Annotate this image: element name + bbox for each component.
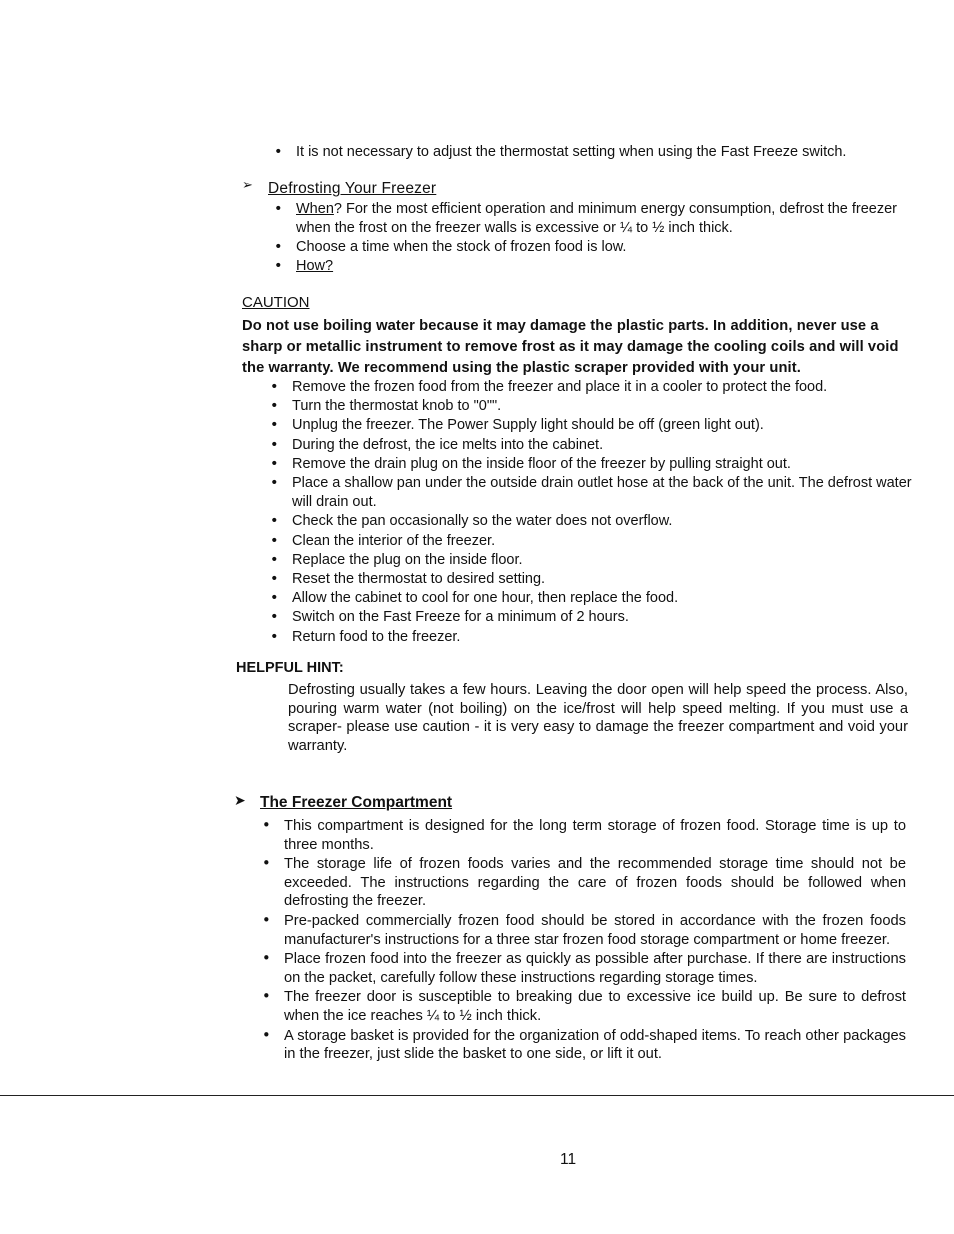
fast-freeze-note bbox=[296, 144, 906, 160]
helpful-hint-label: HELPFUL HINT: bbox=[236, 660, 344, 676]
list-item bbox=[296, 238, 906, 257]
list-item: • Remove the drain plug on the inside floor of the freezer by pulling straight out. bbox=[292, 455, 912, 474]
arrow-bullet-icon: ➢ bbox=[242, 178, 254, 193]
list-item bbox=[296, 257, 906, 276]
freezer-compartment-list bbox=[284, 817, 906, 1065]
list-item bbox=[296, 200, 906, 238]
list-item: • Switch on the Fast Freeze for a minimum of 2 hours. bbox=[292, 608, 912, 627]
list-item: • Replace the plug on the inside floor. bbox=[292, 551, 912, 570]
caution-recommendation: We recommend using the plastic scraper provided with your unit. bbox=[333, 360, 801, 376]
footer-divider bbox=[0, 1095, 954, 1096]
how-label: How? bbox=[296, 258, 334, 274]
list-item: • Reset the thermostat to desired setting. bbox=[292, 570, 912, 589]
defrost-steps-list bbox=[292, 378, 912, 647]
caution-warning: Do not use boiling water because it may damage the plastic parts. In addition, never use a sharp or metallic instrument to remove frost as it may damage the cooling coils and will void the warranty. bbox=[242, 318, 899, 376]
list-item: • Pre-packed commercially frozen food should be stored in accordance with the frozen foods manufacturer's instructions for a three star frozen food storage compartment or home freezer. bbox=[284, 912, 906, 949]
arrow-bullet-icon: ➤ bbox=[234, 793, 246, 809]
list-item: • This compartment is designed for the long term storage of frozen food. Storage time is up to three months. bbox=[284, 817, 906, 854]
helpful-hint-text: Defrosting usually takes a few hours. Leaving the door open will help speed the process. Also, pouring warm water (not boiling) on the ice/frost will help speed melting. If you must use a scraper- please use caution - it is very easy to damage the freezer compartment and void your warranty. bbox=[288, 682, 908, 755]
list-item: • Remove the frozen food from the freezer and place it in a cooler to protect the food. bbox=[292, 378, 912, 397]
list-item: • A storage basket is provided for the organization of odd-shaped items. To reach other packages in the freezer, just slide the basket to one side, or lift it out. bbox=[284, 1027, 906, 1064]
freezer-compartment-heading: The Freezer Compartment bbox=[260, 794, 453, 811]
list-item: • The storage life of frozen foods varies and the recommended storage time should not be exceeded. The instructions regarding the care of frozen foods should be followed when defrosting the freezer. bbox=[284, 855, 906, 911]
list-item: • Place frozen food into the freezer as quickly as possible after purchase. If there are instructions on the packet, carefully follow these instructions regarding storage times. bbox=[284, 950, 906, 987]
list-item: • Unplug the freezer. The Power Supply light should be off (green light out). bbox=[292, 416, 912, 435]
list-item: • Turn the thermostat knob to "0"". bbox=[292, 397, 912, 416]
list-item: • The freezer door is susceptible to breaking due to excessive ice build up. Be sure to defrost when the ice reaches ¼ to ½ inch thick. bbox=[284, 988, 906, 1025]
list-item-text: ? For the most efficient operation and minimum energy consumption, defrost the freezer when the frost on the freezer walls is excessive or ¼ to ½ inch thick. bbox=[296, 201, 897, 236]
list-item: • Check the pan occasionally so the water does not overflow. bbox=[292, 512, 912, 531]
list-item-text: Choose a time when the stock of frozen food is low. bbox=[296, 239, 627, 255]
list-item: • Place a shallow pan under the outside drain outlet hose at the back of the unit. The defrost water will drain out. bbox=[292, 474, 912, 512]
list-item: • During the defrost, the ice melts into the cabinet. bbox=[292, 436, 912, 455]
caution-text bbox=[242, 316, 918, 379]
defrosting-heading bbox=[242, 180, 436, 198]
defrosting-heading-text: Defrosting Your Freezer bbox=[268, 180, 437, 197]
defrosting-list bbox=[296, 200, 906, 276]
page-number: 11 bbox=[560, 1151, 577, 1168]
caution-label: CAUTION bbox=[242, 294, 310, 311]
when-label: When bbox=[296, 201, 334, 217]
list-item: • Return food to the freezer. bbox=[292, 628, 912, 647]
list-item: • Clean the interior of the freezer. bbox=[292, 532, 912, 551]
list-item: • Allow the cabinet to cool for one hour, then replace the food. bbox=[292, 589, 912, 608]
list-item: • It is not necessary to adjust the thermostat setting when using the Fast Freeze switch. bbox=[296, 144, 906, 160]
